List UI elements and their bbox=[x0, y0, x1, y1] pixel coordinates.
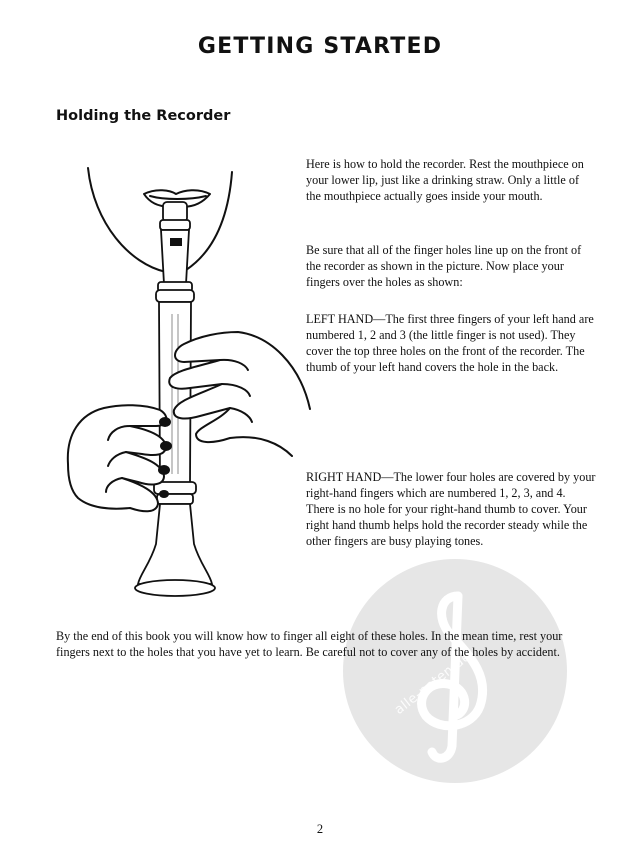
intro-paragraph: Here is how to hold the recorder. Rest the mouthpiece on your lower lip, just like a drinking straw. Only a little of the mouthpiece actually goes inside your mouth. bbox=[306, 157, 584, 203]
closing-paragraph: By the end of this book you will know how to finger all eight of these holes. In the mean time, rest your fingers next to the holes that you have yet to learn. Be careful not to cover any of the holes by accident. bbox=[56, 629, 563, 659]
page-number: 2 bbox=[316, 822, 324, 836]
watermark-text: alle-noten.de bbox=[392, 649, 474, 718]
alignment-paragraph: Be sure that all of the finger holes line up on the front of the recorder as shown in the picture. Now place your fingers over the holes as shown: bbox=[306, 243, 582, 289]
recorder-hands-illustration bbox=[60, 164, 320, 614]
section-heading: Holding the Recorder bbox=[56, 108, 231, 124]
page-title: GETTING STARTED bbox=[197, 34, 443, 59]
right-hand-paragraph: RIGHT HAND—The lower four holes are covered by your right-hand fingers which are numbered 1, 2, 3, and 4. There is no hole for your right-hand thumb to cover. Your right hand thumb helps hold the recorder steady while the other fingers are busy playing tones. bbox=[306, 470, 596, 548]
left-hand-paragraph: LEFT HAND—The first three fingers of your left hand are numbered 1, 2 and 3 (the little finger is not used). They cover the top three holes on the front of the recorder. The thumb of your left hand covers the hole in the back. bbox=[306, 312, 594, 374]
